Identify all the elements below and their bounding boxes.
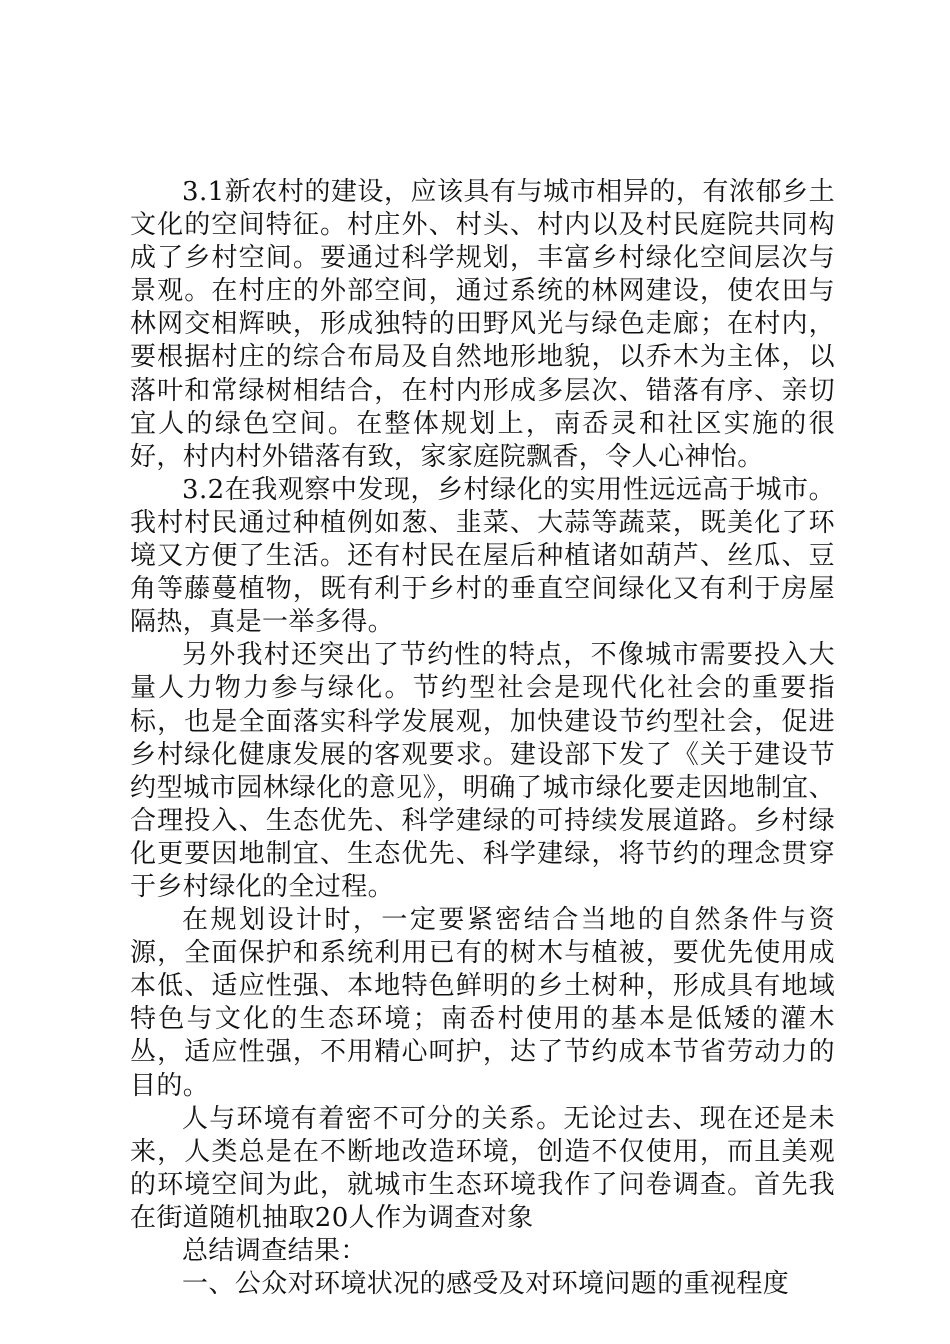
body-text — [130, 176, 835, 1301]
paragraph-survey: 人与环境有着密不可分的关系。无论过去、现在还是未来，人类总是在不断地改造环境，创造不仅使用，而且美观的环境空间为此，就城市生态环境我作了问卷调查。首先我在街道随机抽取20人作为调查对象 — [130, 1103, 835, 1233]
paragraph-3-1: 3.1新农村的建设，应该具有与城市相异的，有浓郁乡土文化的空间特征。村庄外、村头、村内以及村民庭院共同构成了乡村空间。要通过科学规划，丰富乡村绿化空间层次与景观。在村庄的外部空间，通过系统的林网建设，使农田与林网交相辉映，形成独特的田野风光与绿色走廊；在村内，要根据村庄的综合布局及自然地形地貌，以乔木为主体，以落叶和常绿树相结合，在村内形成多层次、错落有序、亲切宜人的绿色空间。在整体规划上，南岙灵和社区实施的很好，村内村外错落有致，家家庭院飘香，令人心神怡。 — [130, 177, 835, 472]
paragraph-planning: 在规划设计时，一定要紧密结合当地的自然条件与资源，全面保护和系统利用已有的树木与植被，要优先使用成本低、适应性强、本地特色鲜明的乡土树种，形成具有地域特色与文化的生态环境；南岙村使用的基本是低矮的灌木丛，适应性强，不用精心呵护，达了节约成本节省劳动力的目的。 — [130, 905, 835, 1101]
paragraph-economy: 另外我村还突出了节约性的特点，不像城市需要投入大量人力物力参与绿化。节约型社会是现代化社会的重要指标，也是全面落实科学发展观，加快建设节约型社会，促进乡村绿化健康发展的客观要求。建设部下发了《关于建设节约型城市园林绿化的意见》，明确了城市绿化要走因地制宜、合理投入、生态优先、科学建绿的可持续发展道路。乡村绿化更要因地制宜、生态优先、科学建绿，将节约的理念贯穿于乡村绿化的全过程。 — [130, 640, 835, 902]
paragraph-section-one-heading: 一、公众对环境状况的感受及对环境问题的重视程度 — [182, 1269, 790, 1300]
paragraph-3-2: 3.2在我观察中发现，乡村绿化的实用性远远高于城市。我村村民通过种植例如葱、韭菜、大蒜等蔬菜，既美化了环境又方便了生活。还有村民在屋后种植诸如葫芦、丝瓜、豆角等藤蔓植物，既有利于乡村的垂直空间绿化又有利于房屋隔热，真是一举多得。 — [130, 474, 835, 638]
paragraph-summary-heading: 总结调查结果： — [182, 1236, 367, 1266]
